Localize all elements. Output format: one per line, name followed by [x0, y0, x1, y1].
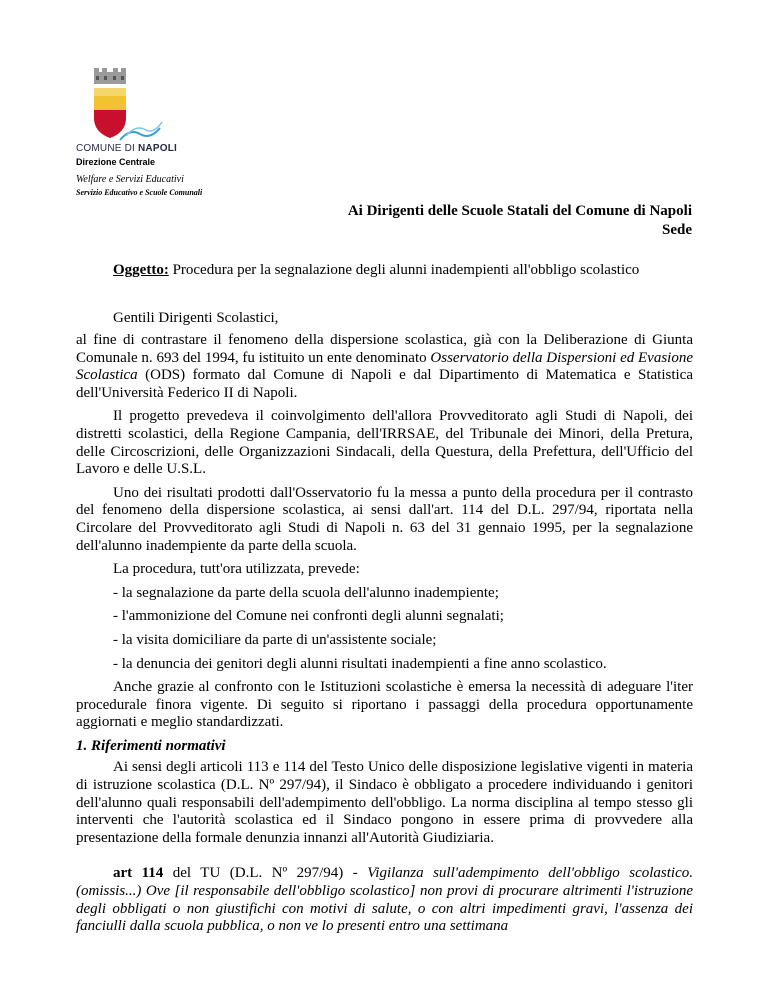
- greeting: Gentili Dirigenti Scolastici,: [113, 310, 279, 326]
- paragraph: al fine di contrastare il fenomeno della dispersione scolastica, già con la Deliberazione di Giunta Comunale n. 693 del 1994, fu istituito un ente denominato Osservatorio della Dispersioni ed Evasione Scolastica (ODS) formato dal Comune di Napoli e dal Dipartimento di Matematica e Statistica dell'Università Federico II di Napoli.: [76, 332, 693, 401]
- subject-text: Procedura per la segnalazione degli alunni inadempienti all'obbligo scolastico: [168, 262, 640, 278]
- paragraph: Ai sensi degli articoli 113 e 114 del Testo Unico delle disposizione legislative vigenti in materia di istruzione scolastica (D.L. Nº 297/94), il Sindaco è obbligato a procedere individuando i genitori dell'alunno quali responsabili dell'adempimento dell'obbligo. La norma disciplina al tempo stesso gli interventi che l'autorità scolastica ed il Sindaco pongono in essere prima di provvedere alla presentazione della formale denunzia innanzi all'Autorità Giudiziaria.: [76, 759, 693, 846]
- article-quote: art 114 del TU (D.L. Nº 297/94) - Vigilanza sull'adempimento dell'obbligo scolastico. (omissis...) Ove [il responsabile dell'obbligo scolastico] non provi di procurare altrimenti l'istruzione degli obbligati o non giustifichi con motivi di salute, o con altri impedimenti gravi, l'assenza dei fanciulli dalla scuola pubblica, o non ve lo presenti entro una settimana: [76, 865, 693, 935]
- welfare-label: Welfare e Servizi Educativi: [76, 174, 184, 185]
- comune-logotype: COMUNE DI NAPOLI: [76, 143, 177, 154]
- letter-body: [76, 332, 693, 942]
- section-heading: 1. Riferimenti normativi: [76, 737, 226, 754]
- procedure-list: [76, 585, 693, 673]
- list-item: - l'ammonizione del Comune nei confronti degli alunni segnalati;: [113, 608, 504, 625]
- servizio-label: Servizio Educativo e Scuole Comunali: [76, 188, 203, 197]
- list-item: - la visita domiciliare da parte di un'assistente sociale;: [113, 631, 437, 648]
- addressee-line: Ai Dirigenti delle Scuole Statali del Comune di Napoli: [347, 203, 692, 219]
- addressee-line: Sede: [662, 222, 692, 238]
- paragraph: Il progetto prevedeva il coinvolgimento dell'allora Provveditorato agli Studi di Napoli, dei distretti scolastici, della Regione Campania, dell'IRRSAE, del Tribunale dei Minori, della Pretura, delle Circoscrizioni, delle Organizzazioni Sindacali, della Questura, della Prefettura, dell'Ufficio del Lavoro e delle U.S.L.: [76, 408, 693, 478]
- paragraph: Anche grazie al confronto con le Istituzioni scolastiche è emersa la necessità di adeguare l'iter procedurale finora vigente. Di seguito si riportano i passaggi della procedura opportunamente aggiornati e meglio standardizzati.: [76, 679, 693, 731]
- list-item: - la segnalazione da parte della scuola dell'alunno inadempiente;: [113, 584, 499, 601]
- subject-label: Oggetto:: [113, 262, 169, 278]
- paragraph: La procedura, tutt'ora utilizzata, prevede:: [113, 561, 360, 578]
- list-item: - la denuncia dei genitori degli alunni risultati inadempienti a fine anno scolastico.: [113, 655, 607, 672]
- addressee-block: [348, 202, 692, 240]
- sea-wave-icon: [118, 118, 166, 144]
- paragraph: Uno dei risultati prodotti dall'Osservatorio fu la messa a punto della procedura per il contrasto del fenomeno della dispersione scolastica, ai sensi dall'art. 114 del D.L. 297/94, riportata nella Circolare del Provveditorato agli Studi di Napoli n. 63 del 31 gennaio 1995, per la segnalazione dell'alunno inadempiente da parte della scuola.: [76, 484, 693, 554]
- subject-line: [113, 262, 639, 279]
- direzione-label: Direzione Centrale: [76, 157, 156, 167]
